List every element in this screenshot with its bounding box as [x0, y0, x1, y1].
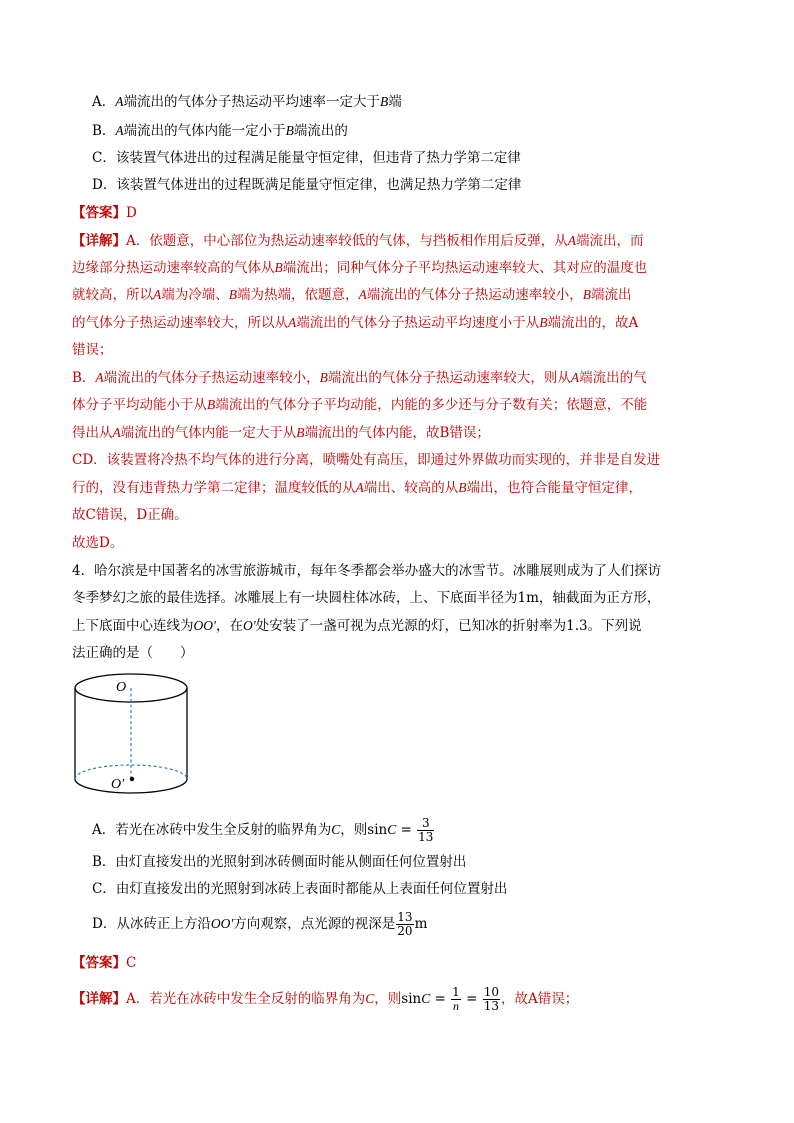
q3-detail-line-8: 得出从A端流出的气体内能一定大于从B端流出的气体内能，故B错误； — [72, 425, 490, 441]
q4-option-b: B．由灯直接发出的光照射到冰砖侧面时能从侧面任何位置射出 — [92, 854, 467, 870]
q3-detail-line-10: 行的，没有违背热力学第二定律；温度较低的从A端出、较高的从B端出，也符合能量守恒定律， — [72, 480, 642, 496]
fraction-1-n: $\frac{1}{n}$ — [452, 985, 460, 1013]
q3-option-d: D．该装置气体进出的过程既满足能量守恒定律，也满足热力学第二定律 — [92, 177, 522, 193]
label-o-prime: O′ — [111, 777, 125, 792]
q4-stem-line-3: 上下底面中心连线为OO′，在O′处安装了一盏可视为点光源的灯，已知冰的折射率为1.3。下列说 — [72, 618, 642, 634]
q4-option-c: C．由灯直接发出的光照射到冰砖上表面时都能从上表面任何位置射出 — [92, 881, 508, 897]
q3-detail-line-7: 体分子平均动能小于从B端流出的气体分子平均动能，内能的多少还与分子数有关；依题意，不能 — [72, 397, 648, 413]
q4-option-d: D．从冰砖正上方沿OO′方向观察，点光源的视深是 $\frac{13}{20}$ m — [92, 910, 428, 938]
q3-detail-line-4: 的气体分子热运动速率较大，所以从A端流出的气体分子热运动平均速度小于从B端流出的，故A — [72, 315, 639, 331]
answer-tag: 【答案】 — [72, 955, 126, 971]
q3-detail-line-9: CD．该装置将冷热不均气体的进行分离，喷嘴处有高压，即通过外界做功而实现的，并非是自发进 — [72, 452, 661, 468]
q4-stem-line-4: 法正确的是（ ） — [72, 645, 194, 661]
q3-detail-line-12: 故选D。 — [72, 535, 124, 551]
point-light-source — [130, 777, 134, 781]
cylinder-figure — [72, 668, 197, 798]
answer-value: D — [126, 205, 137, 221]
q3-detail-line-2: 边缘部分热运动速率较高的气体从B端流出；同种气体分子平均热运动速率较大、其对应的温度也 — [72, 260, 648, 276]
fraction-13-20: $\frac{13}{20}$ — [397, 910, 413, 938]
q4-stem-line-1: 4．哈尔滨是中国著名的冰雪旅游城市，每年冬季都会举办盛大的冰雪节。冰雕展则成为了人们探访 — [72, 563, 662, 579]
q3-detail-line-3: 就较高，所以A端为冷端、B端为热端，依题意，A端流出的气体分子热运动速率较小，B端流出 — [72, 287, 632, 303]
q4-answer — [72, 953, 136, 973]
q3-detail-line-6: B．A端流出的气体分子热运动速率较小，B端流出的气体分子热运动速率较大，则从A端流出的气 — [72, 370, 647, 386]
fraction-3-13: $\frac{3}{13}$ — [418, 816, 434, 844]
cylinder-bottom-front-arc — [75, 779, 187, 793]
q3-detail-line-11: 故C错误，D正确。 — [72, 507, 188, 523]
label-o: O — [116, 680, 127, 695]
q4-option-a: A．若光在冰砖中发生全反射的临界角为C，则sinC = $\frac{3}{13}$ — [92, 816, 434, 844]
q3-option-c: C．该装置气体进出的过程满足能量守恒定律，但违背了热力学第二定律 — [92, 150, 521, 166]
q3-option-a: A．A端流出的气体分子热运动平均速率一定大于B端 — [92, 94, 402, 110]
q4-stem-line-2: 冬季梦幻之旅的最佳选择。冰雕展上有一块圆柱体冰砖，上、下底面半径为1m，轴截面为正方形， — [72, 590, 661, 606]
answer-value: C — [126, 955, 137, 971]
q3-detail-line-1: 【详解】A．依题意，中心部位为热运动速率较低的气体，与挡板相作用后反弹，从A端流出，而 — [72, 233, 644, 249]
fraction-10-13: $\frac{10}{13}$ — [483, 985, 499, 1013]
q4-detail-line-1: 【详解】A．若光在冰砖中发生全反射的临界角为C，则sinC = $\frac{1}{n}$ = $\frac{10}{13}$ ，故A错误； — [72, 985, 579, 1013]
answer-tag: 【答案】 — [72, 205, 126, 221]
q3-detail-line-5: 错误； — [72, 342, 113, 358]
q3-answer — [72, 203, 137, 223]
q3-option-b: B．A端流出的气体内能一定小于B端流出的 — [92, 123, 348, 139]
